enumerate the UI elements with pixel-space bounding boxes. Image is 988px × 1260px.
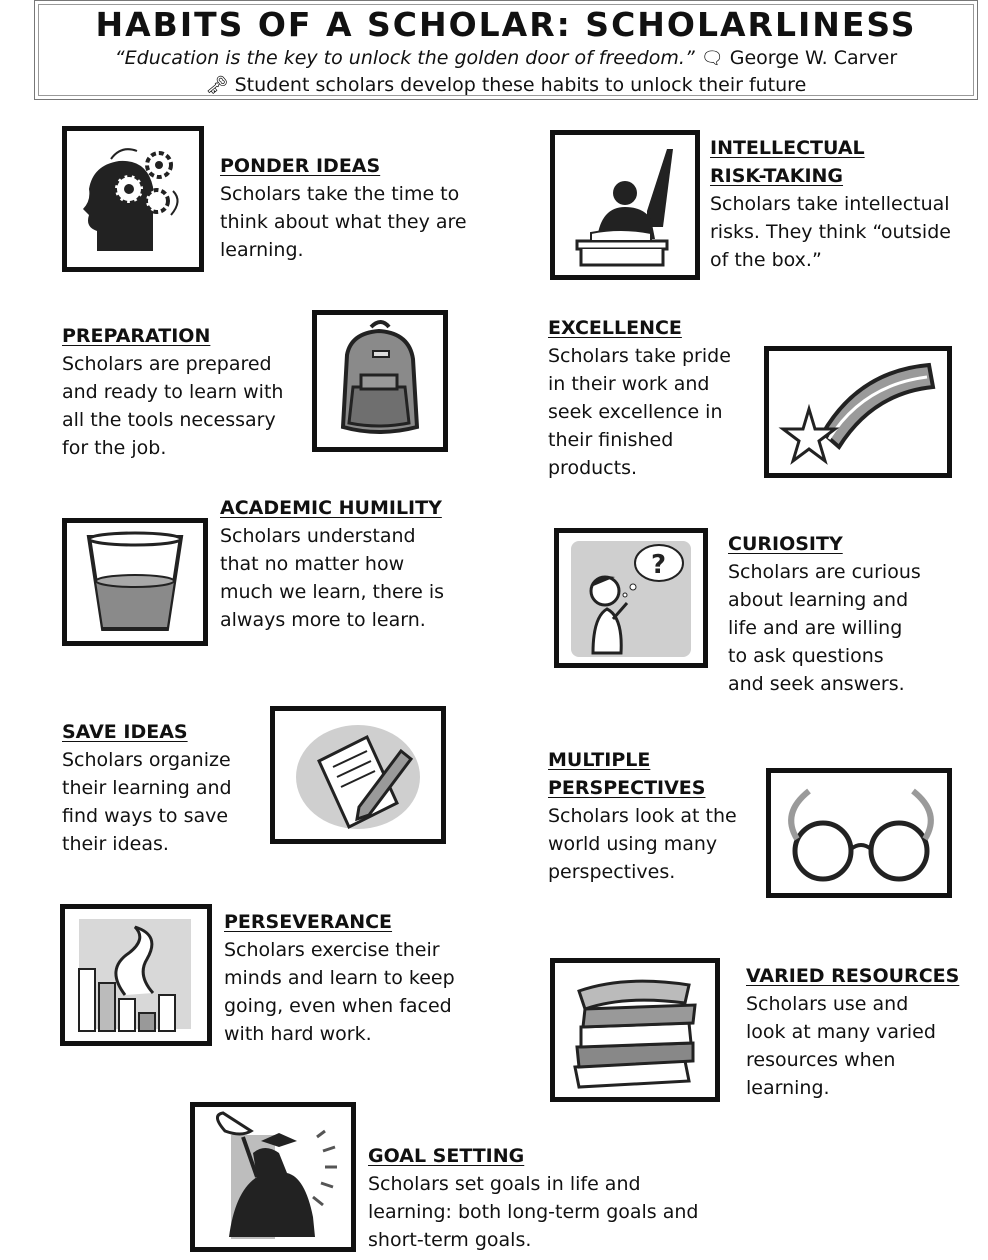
habit-description: Scholars organize their learning and find ways to save their ideas. bbox=[62, 749, 232, 855]
habit-preparation bbox=[62, 322, 283, 462]
habit-title: GOAL SETTING bbox=[368, 1145, 525, 1167]
habit-title: SAVE IDEAS bbox=[62, 721, 188, 743]
habit-title: PONDER IDEAS bbox=[220, 155, 381, 177]
key-icon: 🗝 bbox=[205, 75, 229, 96]
quote-text: “Education is the key to unlock the golden door of freedom.” bbox=[114, 47, 695, 69]
habit-title: MULTIPLE PERSPECTIVES bbox=[548, 749, 706, 799]
habit-title: PREPARATION bbox=[62, 325, 211, 347]
graduate-diploma-icon bbox=[190, 1102, 356, 1252]
bar-chart-arrow-icon bbox=[60, 904, 212, 1046]
habit-title: EXCELLENCE bbox=[548, 317, 682, 339]
habit-description: Scholars exercise their minds and learn to keep going, even when faced with hard work. bbox=[224, 939, 455, 1045]
half-glass-icon bbox=[62, 518, 208, 646]
habit-description: Scholars take the time to think about what they are learning. bbox=[220, 183, 467, 261]
glasses-icon bbox=[766, 768, 952, 898]
svg-text:?: ? bbox=[651, 550, 667, 580]
quote-line bbox=[35, 45, 977, 72]
habit-save-ideas bbox=[62, 718, 232, 858]
habit-curiosity bbox=[728, 530, 921, 698]
habit-intellectual-risk-taking bbox=[710, 134, 951, 274]
book-stack-icon bbox=[550, 958, 720, 1102]
habit-perseverance bbox=[224, 908, 455, 1048]
speech-bubble-icon: 🗨 bbox=[700, 48, 724, 69]
habit-academic-humility bbox=[220, 494, 444, 634]
tagline-line bbox=[35, 72, 977, 99]
habit-varied-resources bbox=[746, 962, 959, 1102]
habit-description: Scholars use and look at many varied resources when learning. bbox=[746, 993, 936, 1099]
question-thinker-icon bbox=[554, 528, 708, 668]
paper-pencil-icon bbox=[270, 706, 446, 844]
habit-description: Scholars set goals in life and learning: both long-term goals and short-term goals. bbox=[368, 1173, 699, 1251]
habit-description: Scholars take intellectual risks. They think “outside of the box.” bbox=[710, 193, 951, 271]
page-title: HABITS OF A SCHOLAR: SCHOLARLINESS bbox=[95, 5, 917, 44]
habit-ponder-ideas bbox=[220, 152, 467, 264]
habit-description: Scholars look at the world using many perspectives. bbox=[548, 805, 737, 883]
habit-title: CURIOSITY bbox=[728, 533, 843, 555]
raised-hand-student-icon bbox=[550, 130, 700, 280]
quote-author: George W. Carver bbox=[729, 47, 898, 69]
habit-excellence bbox=[548, 314, 731, 482]
header-box bbox=[34, 0, 978, 100]
habit-title: ACADEMIC HUMILITY bbox=[220, 497, 442, 519]
habit-description: Scholars understand that no matter how much we learn, there is always more to learn. bbox=[220, 525, 445, 631]
habit-multiple-perspectives bbox=[548, 746, 737, 886]
habit-goal-setting bbox=[368, 1142, 699, 1254]
habit-title: INTELLECTUAL RISK-TAKING bbox=[710, 137, 865, 187]
habit-description: Scholars take pride in their work and seek excellence in their finished products. bbox=[548, 345, 731, 479]
gears-head-icon bbox=[62, 126, 204, 272]
shooting-star-icon bbox=[764, 346, 952, 478]
habit-description: Scholars are prepared and ready to learn with all the tools necessary for the job. bbox=[62, 353, 284, 459]
habit-title: VARIED RESOURCES bbox=[746, 965, 960, 987]
tagline-text: Student scholars develop these habits to unlock their future bbox=[234, 74, 807, 96]
backpack-icon bbox=[312, 310, 448, 452]
habit-title: PERSEVERANCE bbox=[224, 911, 393, 933]
habit-description: Scholars are curious about learning and life and are willing to ask questions and seek answers. bbox=[728, 561, 921, 695]
